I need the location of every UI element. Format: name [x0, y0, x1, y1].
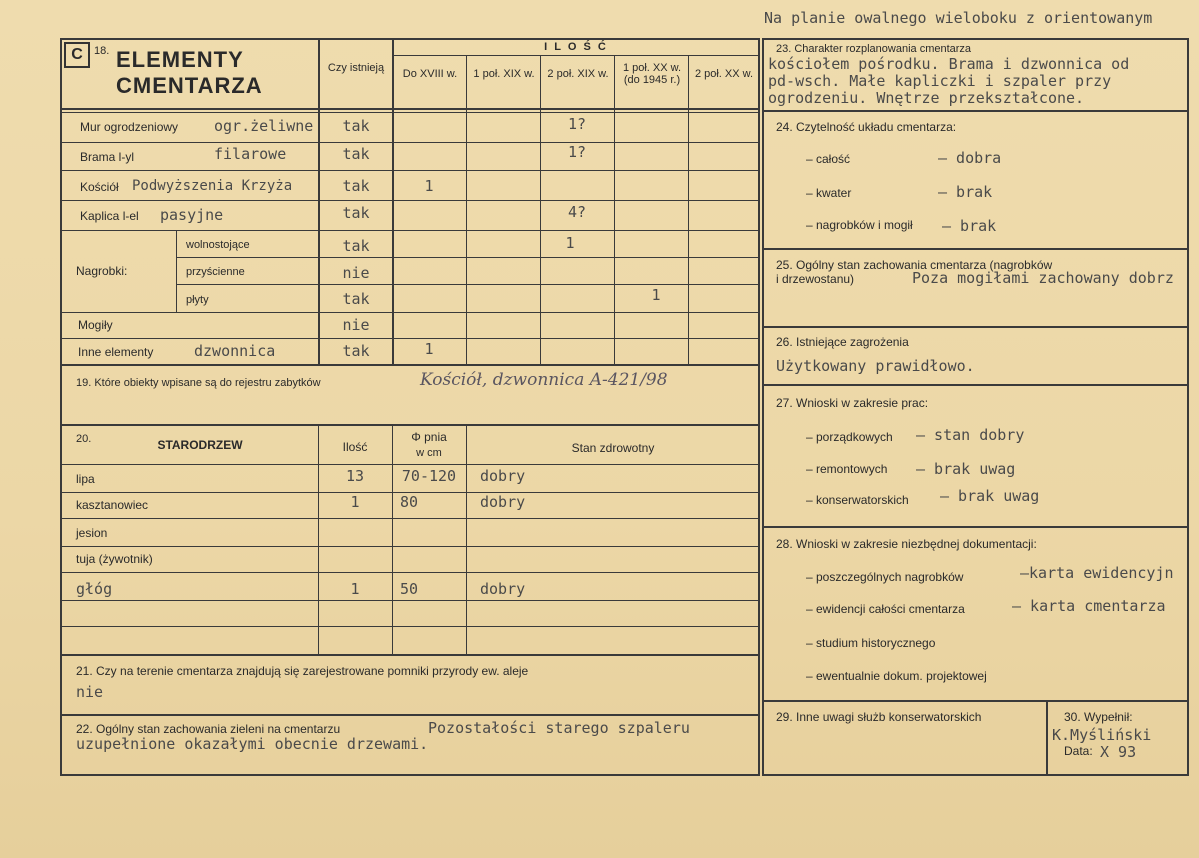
- tree-pnia-4: 50: [400, 580, 419, 598]
- row-value-kaplica: pasyjne: [160, 206, 224, 224]
- q20-col-ilosc: Ilość: [342, 440, 368, 454]
- row-value-inne: dzwonnica: [194, 342, 276, 360]
- q27-item-0-value: – stan dobry: [916, 426, 1025, 444]
- q23-line-2: pd-wsch. Małe kapliczki i szpaler przy: [768, 72, 1112, 90]
- q24-item-1-value: – brak: [938, 183, 993, 201]
- q26-value: Użytkowany prawidłowo.: [776, 357, 975, 375]
- row-czy-mogily: nie: [342, 316, 370, 334]
- q23-label: 23. Charakter rozplanowania cmentarza: [776, 43, 972, 55]
- q25-value: Poza mogiłami zachowany dobrz: [912, 269, 1174, 287]
- q26-label: 26. Istniejące zagrożenia: [776, 335, 909, 349]
- row-label-plyty: płyty: [186, 294, 209, 306]
- q24-item-2-value: – brak: [942, 217, 997, 235]
- q30-value: K.Myśliński: [1052, 726, 1152, 744]
- q28-item-1-value: – karta cmentarza: [1012, 597, 1166, 615]
- tree-stan-0: dobry: [480, 467, 526, 485]
- row-cell-kaplica-2: 4?: [567, 203, 587, 221]
- q28-item-0-value: –karta ewidencyjn: [1020, 564, 1174, 582]
- q22-value-1: Pozostałości starego szpaleru: [428, 719, 690, 737]
- q20-col-pnia-1: Φ pnia: [411, 430, 447, 444]
- row-cell-mur-2: 1?: [567, 115, 587, 133]
- ilosc-header: I L O Ś Ć: [544, 41, 608, 53]
- period-2: 2 poł. XIX w.: [547, 68, 609, 80]
- q24-item-0-value: – dobra: [938, 149, 1002, 167]
- q21-label: 21. Czy na terenie cmentarza znajdują się zarejestrowane pomniki przyrody ew. aleje: [76, 664, 529, 678]
- row-czy-kosciol: tak: [342, 177, 370, 195]
- row-label-kaplica: Kaplica l-el: [80, 209, 139, 223]
- q28-item-3-label: – ewentualnie dokum. projektowej: [806, 669, 987, 683]
- period-0: Do XVIII w.: [402, 68, 458, 80]
- q20-col-pnia-2: w cm: [416, 447, 442, 459]
- q28-item-2-label: – studium historycznego: [806, 636, 936, 650]
- q19-value: Kościół, dzwonnica A-421/98: [420, 370, 668, 390]
- row-value-kosciol: Podwyższenia Krzyża: [132, 178, 293, 194]
- row-label-mogily: Mogiły: [78, 318, 113, 332]
- q27-item-0-label: – porządkowych: [806, 430, 893, 444]
- row-cell-inne-0: 1: [424, 340, 434, 358]
- period-4: 2 poł. XX w.: [694, 68, 754, 80]
- row-czy-wolnostojace: tak: [342, 237, 370, 255]
- tree-ilosc-4: 1: [350, 580, 360, 598]
- tree-name-3: tuja (żywotnik): [76, 552, 153, 566]
- tree-name-4: głóg: [76, 580, 113, 598]
- row-label-przyscienne: przyścienne: [186, 266, 245, 278]
- section-letter: C: [64, 42, 90, 68]
- q30-data-value: X 93: [1100, 743, 1137, 761]
- tree-name-2: jesion: [76, 526, 108, 540]
- row-value-brama: filarowe: [214, 145, 287, 163]
- row-label-kosciol: Kościół: [80, 180, 119, 194]
- row-czy-brama: tak: [342, 145, 370, 163]
- q20-number: 20.: [76, 433, 92, 445]
- title-line2: CMENTARZA: [116, 73, 263, 98]
- period-1: 1 poł. XIX w.: [473, 68, 535, 80]
- q28-label: 28. Wnioski w zakresie niezbędnej dokumentacji:: [776, 537, 1037, 551]
- q23-line-3: ogrodzeniu. Wnętrze przekształcone.: [768, 89, 1085, 107]
- row-czy-kaplica: tak: [342, 204, 370, 222]
- q21-value: nie: [76, 683, 104, 701]
- tree-name-0: lipa: [76, 472, 95, 486]
- row-label-wolnostojace: wolnostojące: [186, 239, 250, 251]
- row-label-mur: Mur ogrodzeniowy: [80, 120, 179, 134]
- q27-item-2-value: – brak uwag: [940, 487, 1040, 505]
- q28-item-0-label: – poszczególnych nagrobków: [806, 570, 964, 584]
- q20-col-stan: Stan zdrowotny: [571, 441, 655, 455]
- row-czy-inne: tak: [342, 342, 370, 360]
- q19-label: 19. Które obiekty wpisane są do rejestru zabytków: [76, 377, 321, 389]
- q20-title: STARODRZEW: [157, 438, 243, 452]
- q29-label: 29. Inne uwagi służb konserwatorskich: [776, 710, 982, 724]
- q30-label: 30. Wypełnił:: [1064, 710, 1133, 724]
- row-label-brama: Brama l-yl: [80, 150, 135, 164]
- q27-item-1-label: – remontowych: [806, 462, 888, 476]
- row-cell-plyty-3: 1: [651, 286, 661, 304]
- q24-item-0-label: – całość: [806, 152, 851, 166]
- row-czy-mur: tak: [342, 117, 370, 135]
- tree-ilosc-0: 13: [345, 467, 365, 485]
- q24-item-1-label: – kwater: [806, 186, 852, 200]
- tree-ilosc-1: 1: [350, 493, 360, 511]
- tree-pnia-1: 80: [400, 493, 419, 511]
- q24-label: 24. Czytelność układu cmentarza:: [776, 120, 957, 134]
- top-note: Na planie owalnego wieloboku z orientowanym: [764, 9, 1153, 27]
- q27-item-2-label: – konserwatorskich: [806, 493, 909, 507]
- row-czy-przyscienne: nie: [342, 264, 370, 282]
- q28-item-1-label: – ewidencji całości cmentarza: [806, 602, 965, 616]
- section-number: 18.: [94, 45, 110, 57]
- row-label-inne: Inne elementy: [78, 345, 154, 359]
- q27-item-1-value: – brak uwag: [916, 460, 1016, 478]
- tree-name-1: kasztanowiec: [76, 498, 149, 512]
- nagrobki-label: Nagrobki:: [76, 264, 128, 278]
- title-line1: ELEMENTY: [116, 47, 244, 72]
- row-cell-kosciol-0: 1: [424, 177, 434, 195]
- q23-line-1: kościołem pośrodku. Brama i dzwonnica od: [768, 55, 1130, 73]
- col-czy-istnieja: Czy istnieją: [327, 62, 385, 74]
- q30-data-label: Data:: [1064, 744, 1093, 758]
- row-czy-plyty: tak: [342, 290, 370, 308]
- q25-label-1: 25. Ogólny stan zachowania cmentarza (nagrobków: [776, 258, 1053, 272]
- q24-item-2-label: – nagrobków i mogił: [806, 218, 913, 232]
- q27-label: 27. Wnioski w zakresie prac:: [776, 396, 929, 410]
- q22-label: 22. Ogólny stan zachowania zieleni na cmentarzu: [76, 722, 341, 736]
- tree-stan-1: dobry: [480, 493, 526, 511]
- q22-value-2: uzupełnione okazałymi obecnie drzewami.: [76, 735, 429, 753]
- tree-stan-4: dobry: [480, 580, 526, 598]
- q25-label-2: i drzewostanu): [776, 272, 855, 286]
- row-value-mur: ogr.żeliwne: [214, 117, 314, 135]
- row-cell-wolnostojace-2: 1: [565, 234, 575, 252]
- row-cell-brama-2: 1?: [567, 143, 587, 161]
- period-3: 1 poł. XX w. (do 1945 r.): [622, 62, 682, 86]
- tree-pnia-0: 70-120: [401, 467, 457, 485]
